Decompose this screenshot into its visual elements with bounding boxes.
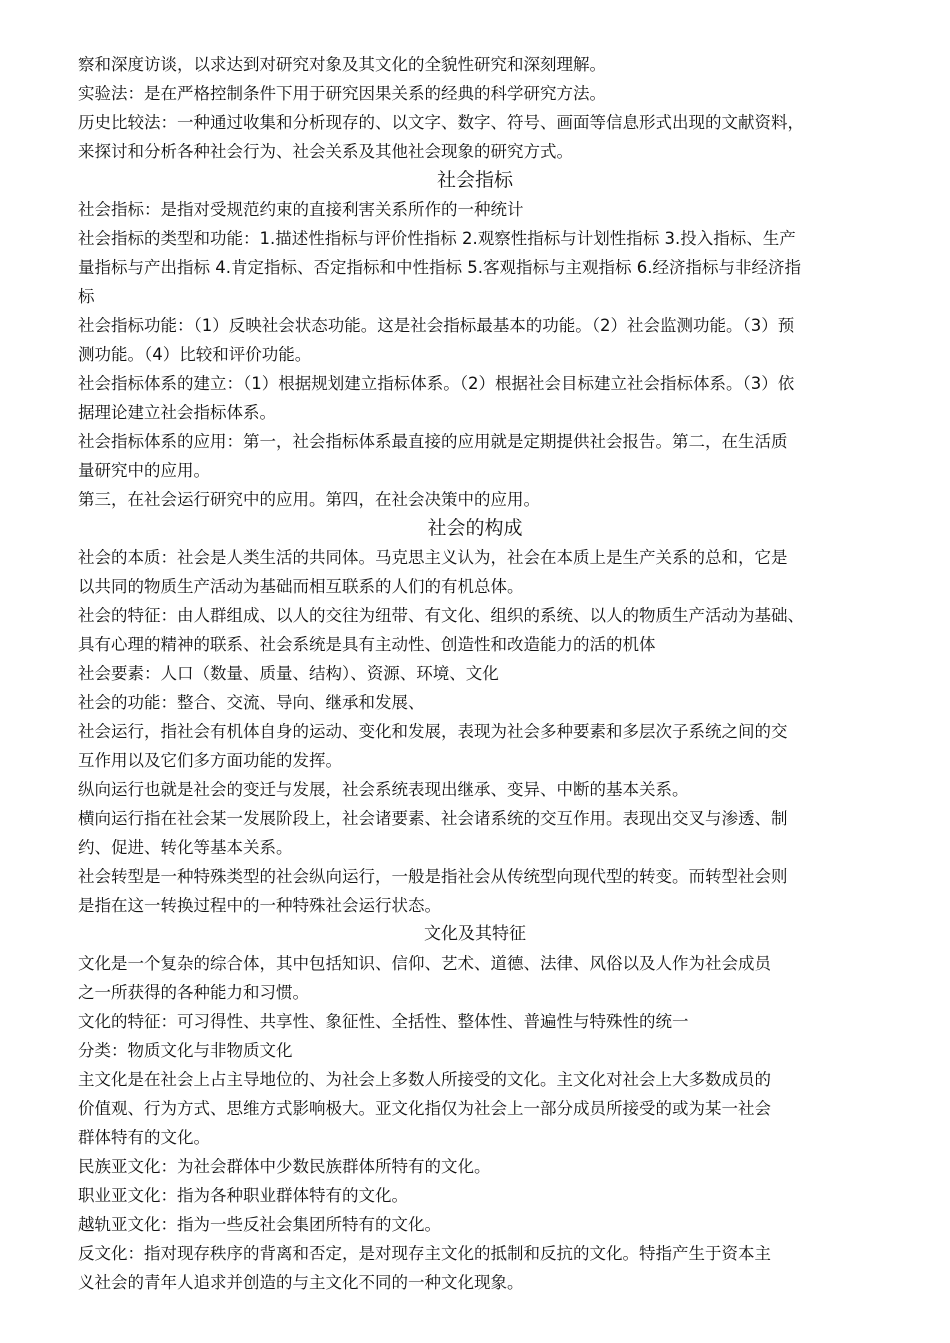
paragraph-line: 社会的功能：整合、交流、导向、继承和发展、 xyxy=(78,693,425,712)
paragraph-line: 社会指标的类型和功能：1.描述性指标与评价性指标 2.观察性指标与计划性指标 3.投入指标、生产 xyxy=(78,229,796,248)
paragraph-line: 分类：物质文化与非物质文化 xyxy=(78,1041,293,1060)
paragraph-line: 量研究中的应用。 xyxy=(78,461,210,480)
paragraph-line: 是指在这一转换过程中的一种特殊社会运行状态。 xyxy=(78,896,441,915)
paragraph-line: 来探讨和分析各种社会行为、社会关系及其他社会现象的研究方式。 xyxy=(78,142,573,161)
paragraph-line: 社会指标体系的应用：第一，社会指标体系最直接的应用就是定期提供社会报告。第二，在生活质 xyxy=(78,432,788,451)
paragraph-line: 标 xyxy=(78,287,95,306)
section-intro xyxy=(78,50,900,166)
paragraph-line: 据理论建立社会指标体系。 xyxy=(78,403,276,422)
paragraph-line: 第三，在社会运行研究中的应用。第四，在社会决策中的应用。 xyxy=(78,490,540,509)
paragraph-line: 以共同的物质生产活动为基础而相互联系的人们的有机总体。 xyxy=(78,577,524,596)
paragraph-line: 互作用以及它们多方面功能的发挥。 xyxy=(78,751,342,770)
paragraph-line: 社会要素：人口（数量、质量、结构）、资源、环境、文化 xyxy=(78,664,499,683)
paragraph-line: 之一所获得的各种能力和习惯。 xyxy=(78,983,309,1002)
paragraph-line: 横向运行指在社会某一发展阶段上，社会诸要素、社会诸系统的交互作用。表现出交叉与渗透、制 xyxy=(78,809,788,828)
section-society-composition xyxy=(78,514,900,920)
paragraph-line: 价值观、行为方式、思维方式影响极大。亚文化指仅为社会上一部分成员所接受的或为某一社会 xyxy=(78,1099,771,1118)
paragraph-line: 具有心理的精神的联系、社会系统是具有主动性、创造性和改造能力的活的机体 xyxy=(78,635,656,654)
section-heading: 文化及其特征 xyxy=(424,924,526,944)
paragraph-line: 社会的特征：由人群组成、以人的交往为纽带、有文化、组织的系统、以人的物质生产活动为基础、 xyxy=(78,606,804,625)
paragraph-line: 主文化是在社会上占主导地位的、为社会上多数人所接受的文化。主文化对社会上大多数成员的 xyxy=(78,1070,771,1089)
paragraph-line: 职业亚文化：指为各种职业群体特有的文化。 xyxy=(78,1186,408,1205)
paragraph-line: 反文化：指对现存秩序的背离和否定，是对现存主文化的抵制和反抗的文化。特指产生于资本主 xyxy=(78,1244,771,1263)
paragraph-line: 社会指标体系的建立：（1）根据规划建立指标体系。（2）根据社会目标建立社会指标体系。（3）依 xyxy=(78,374,795,393)
paragraph-line: 社会指标功能：（1）反映社会状态功能。这是社会指标最基本的功能。（2）社会监测功能。（3）预 xyxy=(78,316,795,335)
paragraph-line: 历史比较法：一种通过收集和分析现存的、以文字、数字、符号、画面等信息形式出现的文献资料， xyxy=(78,113,804,132)
section-heading: 社会的构成 xyxy=(427,517,523,539)
paragraph-line: 社会运行，指社会有机体自身的运动、变化和发展，表现为社会多种要素和多层次子系统之间的交 xyxy=(78,722,788,741)
section-culture xyxy=(78,920,900,1297)
paragraph-line: 实验法：是在严格控制条件下用于研究因果关系的经典的科学研究方法。 xyxy=(78,84,606,103)
paragraph-line: 社会指标：是指对受规范约束的直接利害关系所作的一种统计 xyxy=(78,200,524,219)
paragraph-line: 社会转型是一种特殊类型的社会纵向运行，一般是指社会从传统型向现代型的转变。而转型社会则 xyxy=(78,867,788,886)
paragraph-line: 纵向运行也就是社会的变迁与发展，社会系统表现出继承、变异、中断的基本关系。 xyxy=(78,780,689,799)
paragraph-line: 义社会的青年人追求并创造的与主文化不同的一种文化现象。 xyxy=(78,1273,524,1292)
paragraph-line: 文化的特征：可习得性、共享性、象征性、全括性、整体性、普遍性与特殊性的统一 xyxy=(78,1012,689,1031)
paragraph-line: 群体特有的文化。 xyxy=(78,1128,210,1147)
paragraph-line: 民族亚文化：为社会群体中少数民族群体所特有的文化。 xyxy=(78,1157,491,1176)
paragraph-line: 量指标与产出指标 4.肯定指标、否定指标和中性指标 5.客观指标与主观指标 6.经济指标与非经济指 xyxy=(78,258,801,277)
paragraph-line: 约、促进、转化等基本关系。 xyxy=(78,838,293,857)
paragraph-line: 测功能。（4）比较和评价功能。 xyxy=(78,345,312,364)
paragraph-line: 察和深度访谈，以求达到对研究对象及其文化的全貌性研究和深刻理解。 xyxy=(78,55,606,74)
paragraph-line: 文化是一个复杂的综合体，其中包括知识、信仰、艺术、道德、法律、风俗以及人作为社会成员 xyxy=(78,954,771,973)
paragraph-line: 越轨亚文化：指为一些反社会集团所特有的文化。 xyxy=(78,1215,441,1234)
paragraph-line: 社会的本质：社会是人类生活的共同体。马克思主义认为，社会在本质上是生产关系的总和，它是 xyxy=(78,548,788,567)
section-heading: 社会指标 xyxy=(436,169,513,191)
section-social-indicators xyxy=(78,166,900,514)
